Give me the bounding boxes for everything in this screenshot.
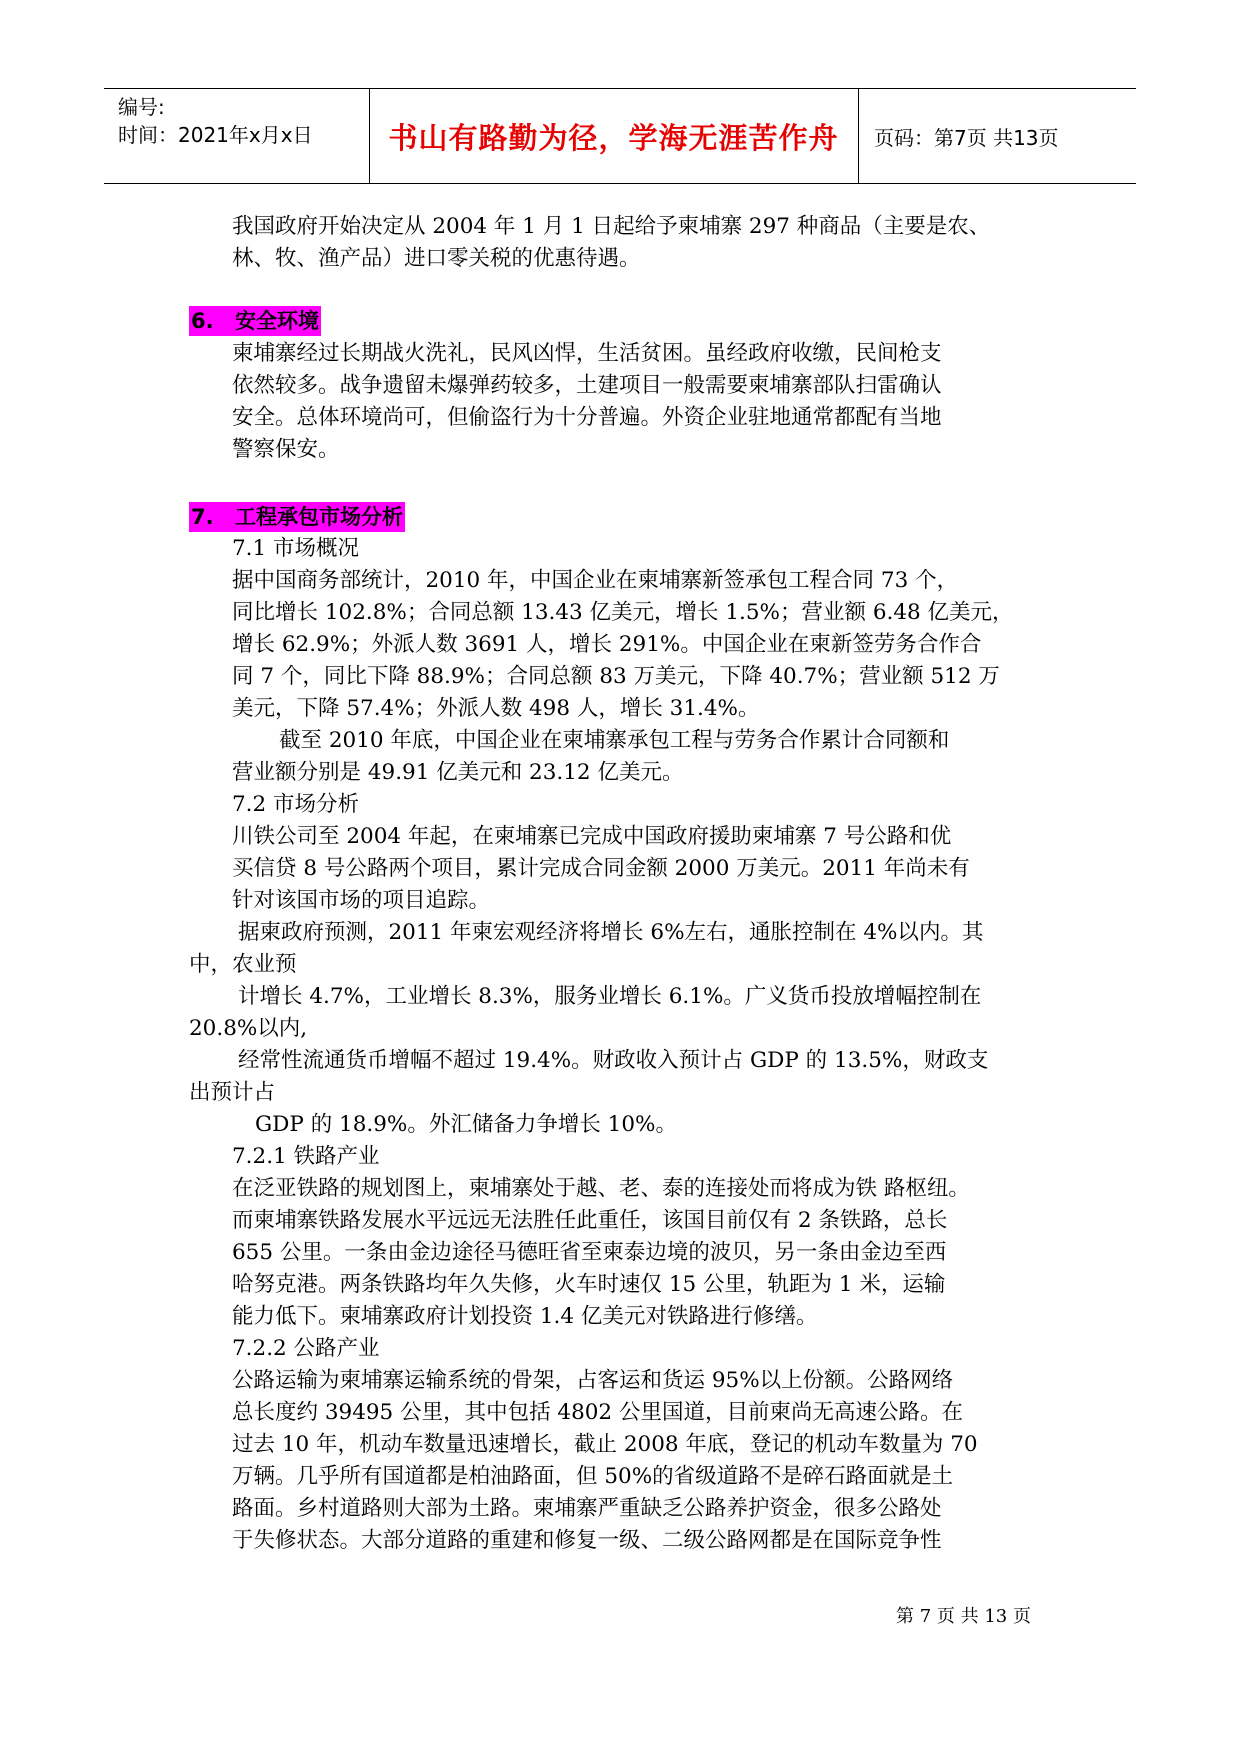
text-line: 哈努克港。两条铁路均年久失修，火车时速仅 15 公里，轨距为 1 米，运输	[232, 1272, 946, 1297]
text-line: 万辆。几乎所有国道都是柏油路面，但 50%的省级道路不是碎石路面就是土	[232, 1464, 954, 1489]
text-line: 依然较多。战争遗留未爆弹药较多，土建项目一般需要柬埔寨部队扫雷确认	[232, 373, 942, 398]
text-line: 路面。乡村道路则大部为土路。柬埔寨严重缺乏公路养护资金，很多公路处	[232, 1496, 942, 1521]
text-line: 中，农业预	[189, 952, 297, 977]
section-heading-6	[189, 306, 321, 336]
text-line: 同比增长 102.8%；合同总额 13.43 亿美元，增长 1.5%；营业额 6.48 亿美元，	[232, 600, 1014, 625]
text-line: 同 7 个，同比下降 88.9%；合同总额 83 万美元，下降 40.7%；营业额 512 万	[232, 664, 1000, 689]
page-header	[104, 88, 1136, 184]
subsection-title: 7.2.1 铁路产业	[232, 1144, 380, 1169]
time-label: 时间：2021年x月x日	[118, 123, 313, 147]
text-line: 而柬埔寨铁路发展水平远远无法胜任此重任，该国目前仅有 2 条铁路，总长	[232, 1208, 948, 1233]
text-line: 655 公里。一条由金边途径马德旺省至柬泰边境的波贝，另一条由金边至西	[232, 1240, 947, 1265]
header-meta	[118, 93, 313, 149]
text-line: 美元，下降 57.4%；外派人数 498 人，增长 31.4%。	[232, 696, 760, 721]
text-line: 计增长 4.7%，工业增长 8.3%，服务业增长 6.1%。广义货币投放增幅控制在	[238, 984, 982, 1009]
text-line: 我国政府开始决定从 2004 年 1 月 1 日起给予柬埔寨 297 种商品（主要是农、	[232, 214, 991, 239]
text-line: 经常性流通货币增幅不超过 19.4%。财政收入预计占 GDP 的 13.5%，财政支	[238, 1048, 989, 1073]
header-divider	[858, 89, 859, 183]
text-line: 在泛亚铁路的规划图上，柬埔寨处于越、老、泰的连接处而将成为铁 路枢纽。	[232, 1176, 970, 1201]
section-number: 6.	[191, 309, 214, 333]
text-line: 买信贷 8 号公路两个项目，累计完成合同金额 2000 万美元。2011 年尚未有	[232, 856, 970, 881]
text-line: 安全。总体环境尚可，但偷盗行为十分普遍。外资企业驻地通常都配有当地	[232, 405, 942, 430]
text-line: 川铁公司至 2004 年起，在柬埔寨已完成中国政府援助柬埔寨 7 号公路和优	[232, 824, 952, 849]
text-line: 出预计占	[189, 1080, 276, 1105]
text-line: 增长 62.9%；外派人数 3691 人，增长 291%。中国企业在柬新签劳务合作合	[232, 632, 982, 657]
text-line: 公路运输为柬埔寨运输系统的骨架，占客运和货运 95%以上份额。公路网络	[232, 1368, 954, 1393]
text-line: 总长度约 39495 公里，其中包括 4802 公里国道，目前柬尚无高速公路。在	[232, 1400, 963, 1425]
subsection-title: 7.2.2 公路产业	[232, 1336, 380, 1361]
text-line: 据中国商务部统计，2010 年，中国企业在柬埔寨新签承包工程合同 73 个，	[232, 568, 959, 593]
text-line: 柬埔寨经过长期战火洗礼，民风凶悍，生活贫困。虽经政府收缴，民间枪支	[232, 341, 942, 366]
text-line: 据柬政府预测，2011 年柬宏观经济将增长 6%左右，通胀控制在 4%以内。其	[238, 920, 984, 945]
text-line: GDP 的 18.9%。外汇储备力争增长 10%。	[255, 1112, 677, 1137]
page-footer: 第 7 页 共 13 页	[896, 1606, 1031, 1627]
header-motto: 书山有路勤为径，学海无涯苦作舟	[388, 120, 839, 155]
text-line: 20.8%以内,	[189, 1016, 308, 1041]
text-line: 于失修状态。大部分道路的重建和修复一级、二级公路网都是在国际竞争性	[232, 1528, 942, 1553]
text-line: 截至 2010 年底，中国企业在柬埔寨承包工程与劳务合作累计合同额和	[279, 728, 950, 753]
header-page-info: 页码：第7页 共13页	[874, 125, 1059, 150]
text-line: 营业额分别是 49.91 亿美元和 23.12 亿美元。	[232, 760, 684, 785]
section-heading-7	[189, 502, 405, 532]
subsection-title: 7.2 市场分析	[232, 792, 360, 817]
section-number: 7.	[191, 505, 214, 529]
text-line: 针对该国市场的项目追踪。	[232, 888, 491, 913]
section-title: 安全环境	[235, 309, 319, 333]
subsection-title: 7.1 市场概况	[232, 536, 360, 561]
section-title: 工程承包市场分析	[235, 505, 403, 529]
text-line: 能力低下。柬埔寨政府计划投资 1.4 亿美元对铁路进行修缮。	[232, 1304, 818, 1329]
text-line: 林、牧、渔产品）进口零关税的优惠待遇。	[232, 246, 641, 271]
text-line: 警察保安。	[232, 437, 340, 462]
code-label: 编号:	[118, 95, 165, 119]
text-line: 过去 10 年，机动车数量迅速增长，截止 2008 年底，登记的机动车数量为 70	[232, 1432, 978, 1457]
